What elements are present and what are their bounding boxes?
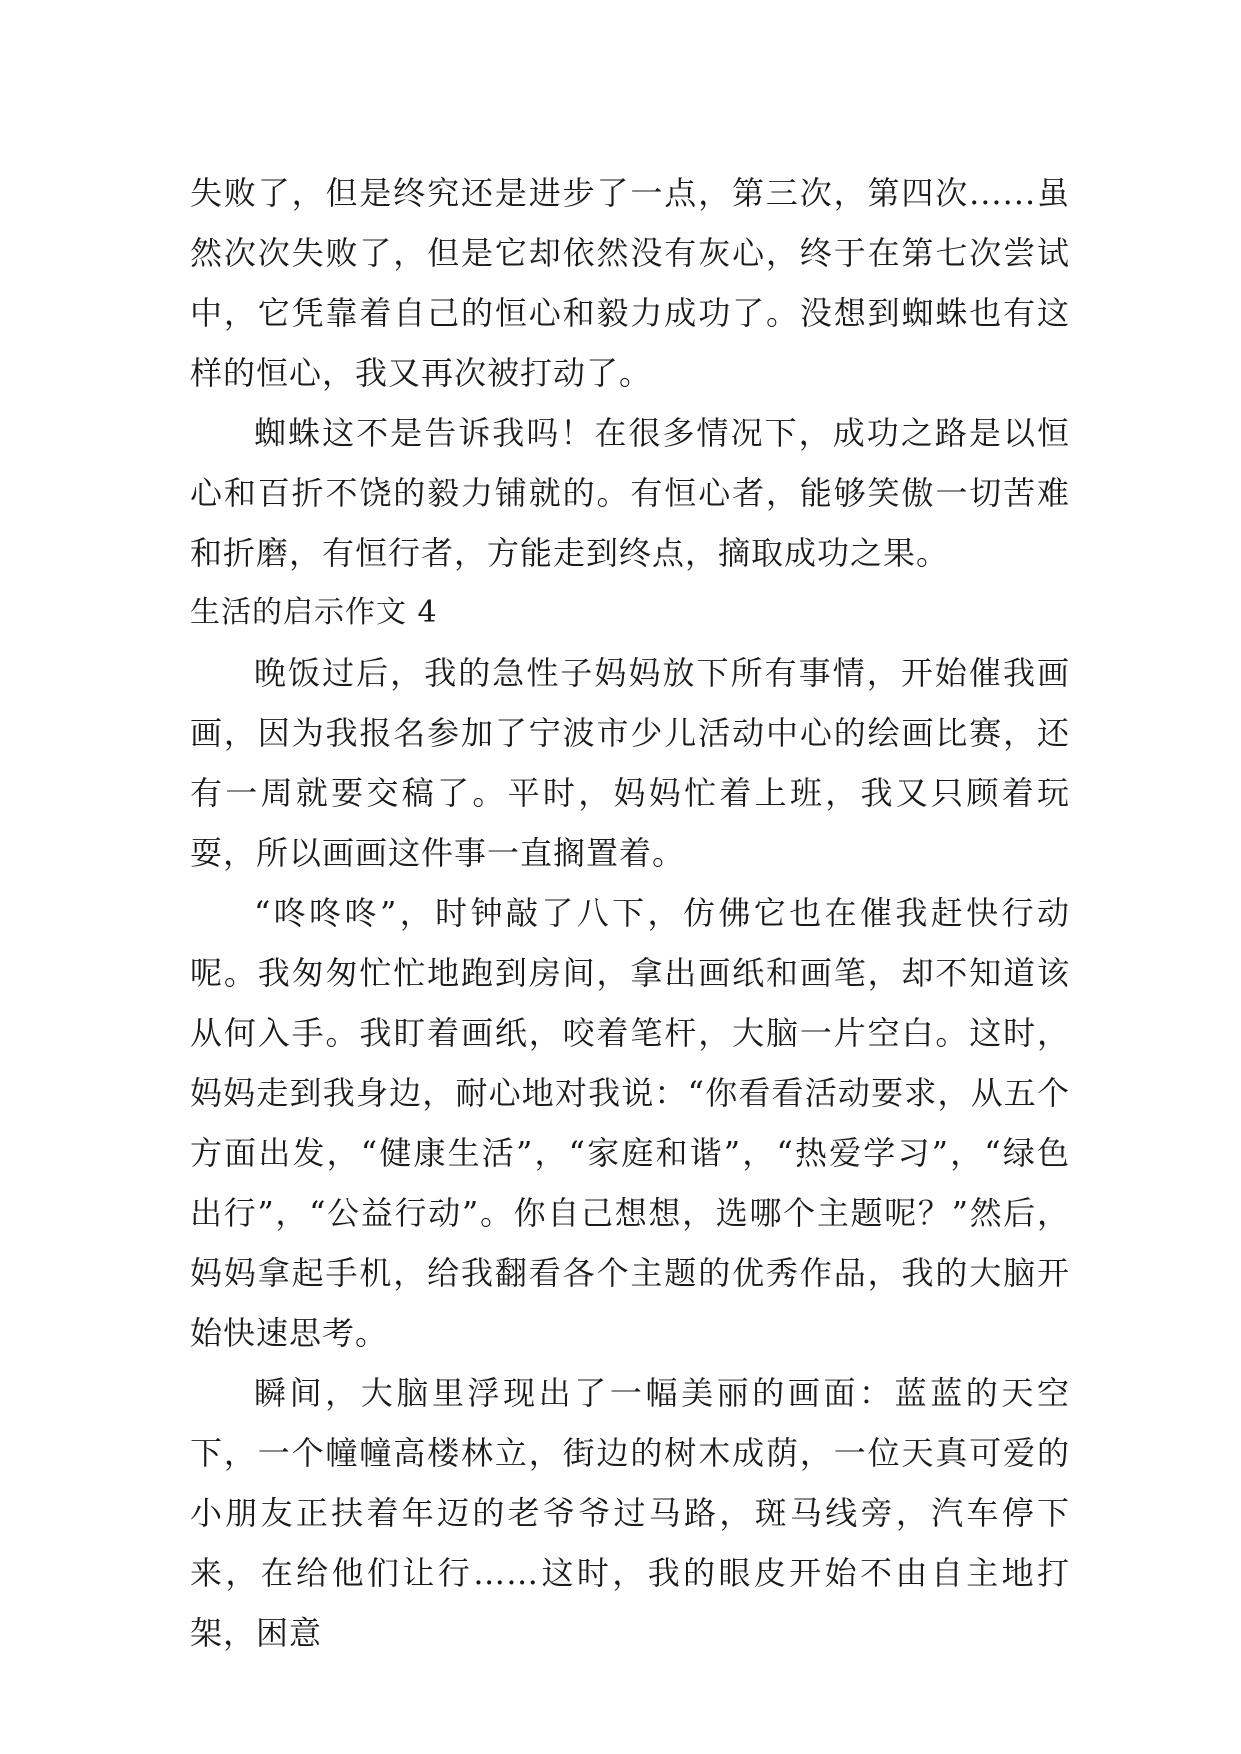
- paragraph-2: 蜘蛛这不是告诉我吗！在很多情况下，成功之路是以恒心和百折不饶的毅力铺就的。有恒心者，能够笑傲一切苦难和折磨，有恒行者，方能走到终点，摘取成功之果。: [190, 414, 1070, 572]
- paragraph-4: “咚咚咚”，时钟敲了八下，仿佛它也在催我赶快行动呢。我匆匆忙忙地跑到房间，拿出画纸和画笔，却不知道该从何入手。我盯着画纸，咬着笔杆，大脑一片空白。这时，妈妈走到我身边，耐心地对我说：“你看看活动要求，从五个方面出发，“健康生活”，“家庭和谐”，“热爱学习”，“绿色出行”，“公益行动”。你自己想想，选哪个主题呢？”然后，妈妈拿起手机，给我翻看各个主题的优秀作品，我的大脑开始快速思考。: [190, 894, 1070, 1352]
- paragraph-3: 晚饭过后，我的急性子妈妈放下所有事情，开始催我画画，因为我报名参加了宁波市少儿活动中心的绘画比赛，还有一周就要交稿了。平时，妈妈忙着上班，我又只顾着玩耍，所以画画这件事一直搁置着。: [190, 654, 1070, 872]
- section-heading: 生活的启示作文 4: [190, 595, 438, 630]
- paragraph-5: 瞬间，大脑里浮现出了一幅美丽的画面：蓝蓝的天空下，一个幢幢高楼林立，街边的树木成荫，一位天真可爱的小朋友正扶着年迈的老爷爷过马路，斑马线旁，汽车停下来，在给他们让行……这时，我的眼皮开始不由自主地打架，困意: [190, 1374, 1070, 1652]
- paragraph-1: 失败了，但是终究还是进步了一点，第三次，第四次......虽然次次失败了，但是它却依然没有灰心，终于在第七次尝试中，它凭靠着自己的恒心和毅力成功了。没想到蜘蛛也有这样的恒心，我又再次被打动了。: [190, 174, 1070, 392]
- document-body: [190, 163, 1070, 1663]
